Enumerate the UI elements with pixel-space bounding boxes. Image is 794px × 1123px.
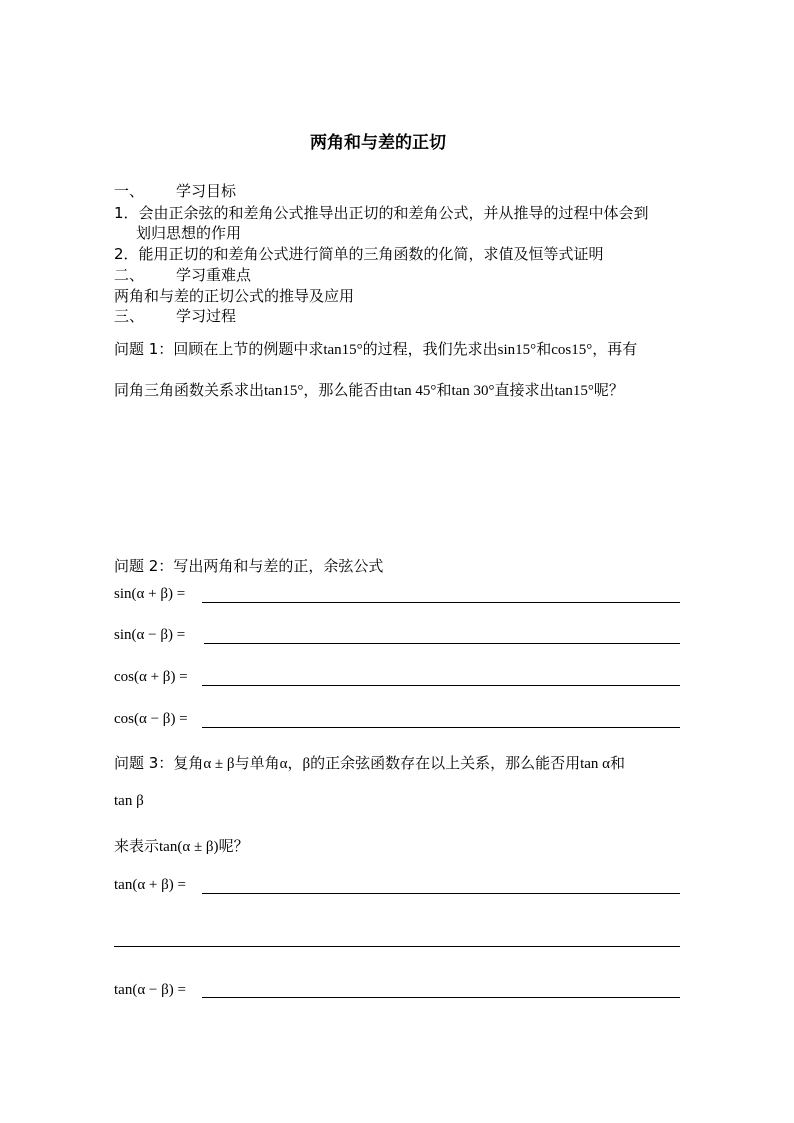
math-alpha-pm-beta: α ± β — [203, 756, 235, 772]
math-tan15: tan15° — [323, 342, 363, 358]
question-text: 和 — [610, 754, 626, 772]
math-tan15: tan15° — [264, 383, 304, 399]
formula-tan-sum: tan(α + β) = — [114, 877, 186, 893]
math-sin15: sin15° — [497, 342, 537, 358]
answer-line — [202, 997, 680, 998]
answer-line — [202, 602, 680, 603]
question-text: 与单角 — [234, 754, 280, 772]
question-text: ， — [287, 754, 303, 772]
section-number: 二、 — [114, 266, 145, 284]
page-title: 两角和与差的正切 — [310, 133, 446, 153]
section-heading-keypoints — [114, 264, 251, 285]
answer-line — [202, 893, 680, 894]
question-text: 复角 — [173, 754, 204, 772]
formula-sin-sum: sin(α + β) = — [114, 586, 186, 602]
goal-number: 1． — [114, 204, 139, 222]
math-tan-alpha-pm-beta: tan(α ± β) — [159, 839, 219, 855]
section-label: 学习目标 — [176, 182, 237, 200]
question-1-line-1 — [114, 338, 637, 359]
goal-text: 会由正余弦的和差角公式推导出正切的和差角公式，并从推导的过程中体会到 — [138, 204, 649, 222]
math-beta: β — [302, 756, 311, 772]
goal-item-2 — [114, 243, 604, 264]
section-heading-goals — [114, 180, 236, 201]
formula-cos-sum: cos(α + β) = — [114, 669, 188, 685]
question-1-line-2 — [114, 379, 624, 400]
math-alpha: α — [279, 756, 288, 772]
question-text: 呢？ — [218, 837, 249, 855]
math-cos15: cos15° — [551, 342, 593, 358]
question-text: 回顾在上节的例题中求 — [173, 340, 324, 358]
goal-text: 能用正切的和差角公式进行简单的三角函数的化简，求值及恒等式证明 — [138, 245, 604, 263]
question-text: 和 — [436, 381, 452, 399]
answer-line — [202, 685, 680, 686]
question-2 — [114, 555, 383, 576]
section-number: 三、 — [114, 307, 145, 325]
question-text: 和 — [536, 340, 552, 358]
section-number: 一、 — [114, 182, 145, 200]
answer-line — [114, 946, 680, 947]
formula-tan-diff: tan(α − β) = — [114, 982, 186, 998]
section-label: 学习过程 — [176, 307, 237, 325]
answer-line — [202, 727, 680, 728]
question-3-line-1 — [114, 752, 625, 773]
math-tan-beta: tan β — [114, 793, 144, 809]
keypoint-text: 两角和与差的正切公式的推导及应用 — [114, 287, 355, 305]
question-text: 呢？ — [593, 381, 624, 399]
math-tan30: tan 30° — [451, 383, 495, 399]
goal-number: 2． — [114, 245, 139, 263]
question-label: 问题 1： — [114, 340, 174, 358]
section-label: 学习重难点 — [176, 266, 252, 284]
question-text: 的正余弦函数存在以上关系，那么能否用 — [310, 754, 581, 772]
question-3-line-3 — [114, 835, 249, 856]
question-text: 的过程，我们先求出 — [362, 340, 498, 358]
question-text: 直接求出 — [494, 381, 555, 399]
goal-item-1 — [114, 202, 649, 223]
question-text: 写出两角和与差的正，余弦公式 — [173, 557, 384, 575]
formula-cos-diff: cos(α − β) = — [114, 711, 188, 727]
math-tan-alpha: tan α — [580, 756, 611, 772]
section-heading-process — [114, 305, 236, 326]
formula-sin-diff: sin(α − β) = — [114, 627, 186, 643]
question-text: 来表示 — [114, 837, 160, 855]
question-label: 问题 2： — [114, 557, 174, 575]
math-tan45: tan 45° — [393, 383, 437, 399]
goal-item-1-continued: 划归思想的作用 — [136, 224, 242, 242]
answer-line — [204, 643, 680, 644]
question-text: ，再有 — [592, 340, 638, 358]
question-text: ，那么能否由 — [303, 381, 394, 399]
question-label: 问题 3： — [114, 754, 174, 772]
question-text: 同角三角函数关系求出 — [114, 381, 265, 399]
math-tan15: tan15° — [554, 383, 594, 399]
